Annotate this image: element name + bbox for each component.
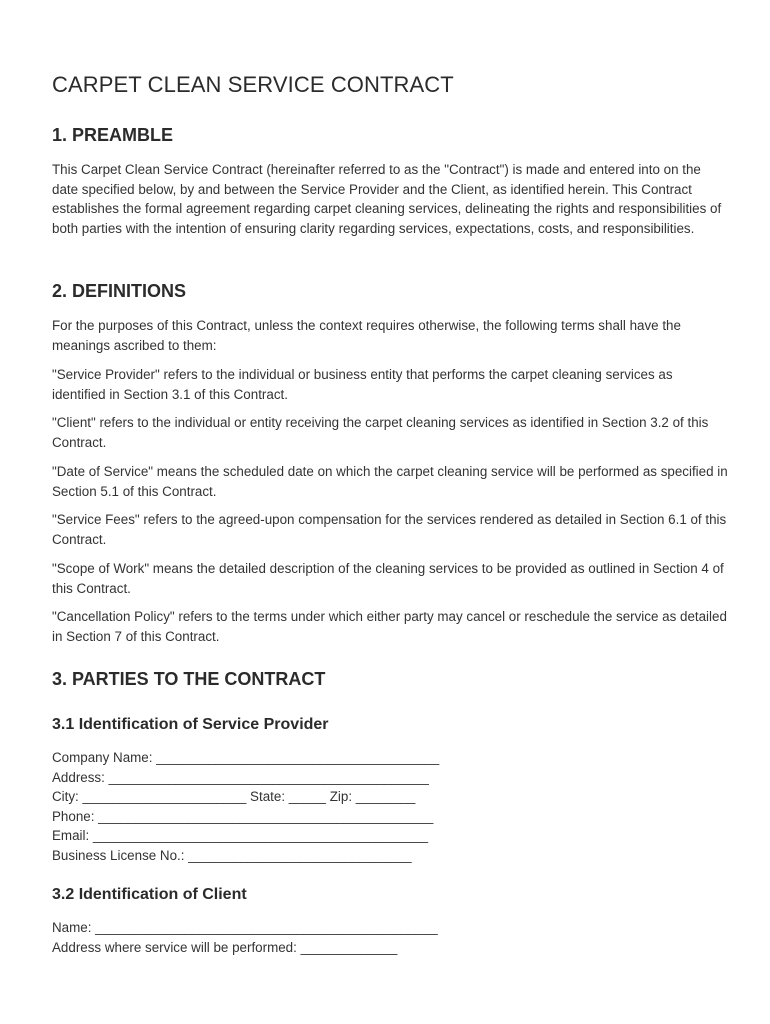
provider-email-field[interactable]: Email: _____________________________________________ (52, 828, 429, 843)
provider-business-license-field[interactable]: Business License No.: ______________________________ (52, 847, 412, 863)
parties-heading: 3. PARTIES TO THE CONTRACT (52, 669, 326, 689)
definition-client: "Client" refers to the individual or entity receiving the carpet cleaning services as identified in Section 3.2 of this Contract. (52, 415, 709, 450)
client-name-field[interactable]: Name: ______________________________________________ (52, 920, 438, 935)
definition-service-fees: "Service Fees" refers to the agreed-upon compensation for the services rendered as detailed in Section 6.1 of this Contract. (52, 512, 727, 547)
client-fields (52, 918, 438, 957)
definitions-intro: For the purposes of this Contract, unless the context requires otherwise, the following terms shall have the meanings ascribed to them: (52, 318, 681, 353)
provider-heading: 3.1 Identification of Service Provider (52, 716, 329, 733)
provider-fields (52, 748, 439, 865)
provider-city-state-zip-field[interactable]: City: ______________________ State: _____ Zip: ________ (52, 789, 416, 804)
document-title: CARPET CLEAN SERVICE CONTRACT (52, 72, 454, 97)
definition-scope-of-work: "Scope of Work" means the detailed description of the cleaning services to be provided as outlined in Section 4 of this Contract. (52, 561, 724, 596)
client-service-address-field[interactable]: Address where service will be performed: _____________ (52, 939, 398, 955)
definition-date-of-service: "Date of Service" means the scheduled date on which the carpet cleaning service will be performed as specified in Section 5.1 of this Contract. (52, 464, 728, 499)
preamble-text: This Carpet Clean Service Contract (hereinafter referred to as the "Contract") is made and entered into on the date specified below, by and between the Service Provider and the Client, as identified herein. This Contract establishes the formal agreement regarding carpet cleaning services, delineating the rights and responsibilities of both parties with the intention of ensuring clarity regarding services, expectations, costs, and responsibilities. (52, 162, 722, 236)
definition-service-provider: "Service Provider" refers to the individual or business entity that performs the carpet cleaning services as identified in Section 3.1 of this Contract. (52, 367, 673, 402)
provider-phone-field[interactable]: Phone: _____________________________________________ (52, 808, 434, 824)
preamble-heading: 1. PREAMBLE (52, 125, 174, 145)
definition-cancellation-policy: "Cancellation Policy" refers to the terms under which either party may cancel or reschedule the service as detailed in Section 7 of this Contract. (52, 609, 727, 644)
client-heading: 3.2 Identification of Client (52, 886, 247, 903)
provider-company-name-field[interactable]: Company Name: ______________________________________ (52, 750, 440, 765)
provider-address-field[interactable]: Address: ___________________________________________ (52, 769, 429, 785)
definitions-heading: 2. DEFINITIONS (52, 281, 187, 301)
